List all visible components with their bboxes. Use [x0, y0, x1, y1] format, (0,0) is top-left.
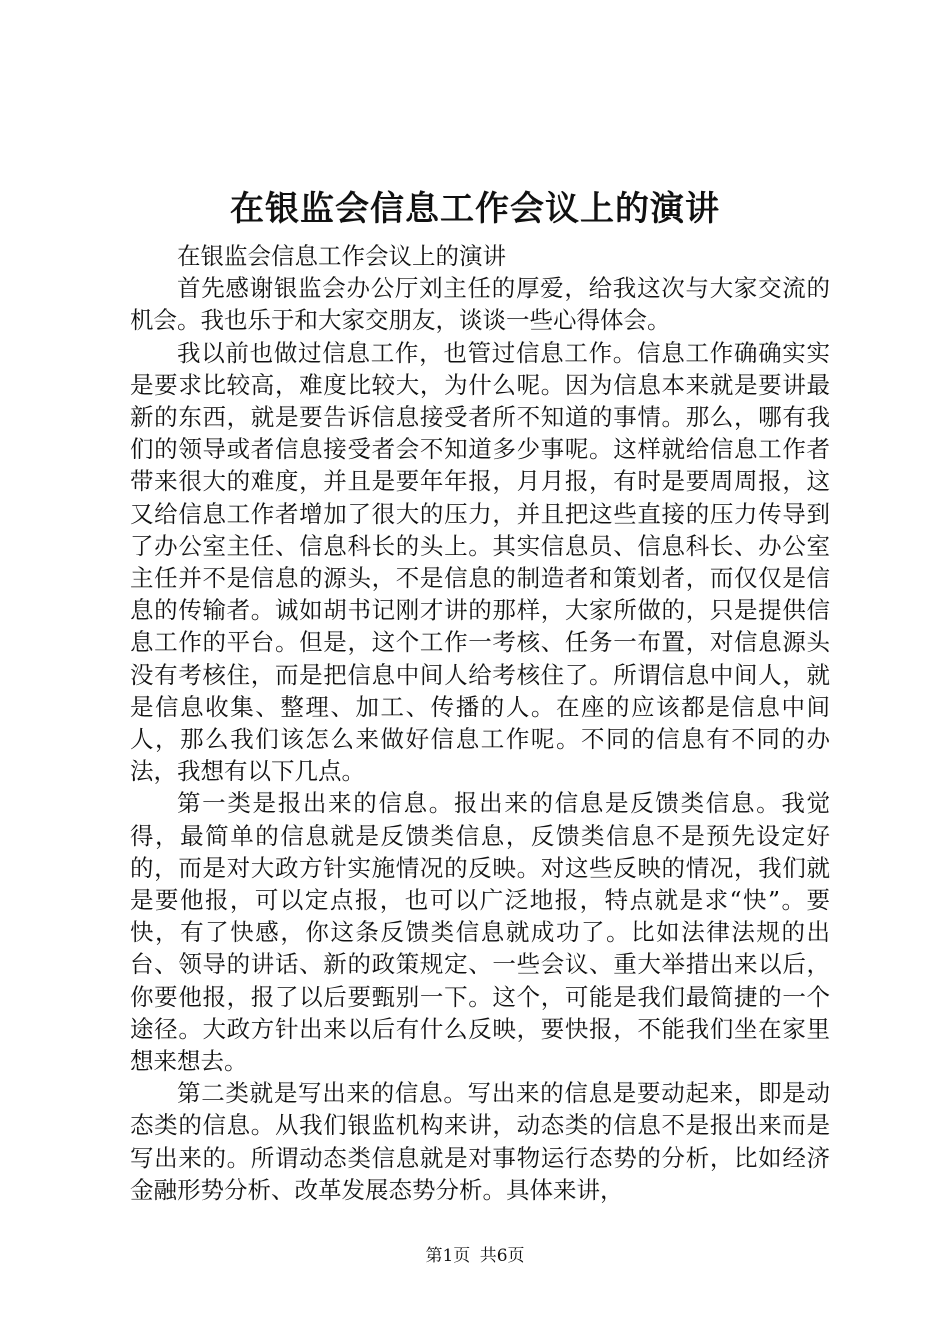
- paragraph-intro: 首先感谢银监会办公厅刘主任的厚爱，给我这次与大家交流的机会。我也乐于和大家交朋友，谈谈一些心得体会。: [130, 274, 830, 335]
- paragraph-category-two: 第二类就是写出来的信息。写出来的信息是要动起来，即是动态类的信息。从我们银监机构来讲，动态类的信息不是报出来而是写出来的。所谓动态类信息就是对事物运行态势的分析，比如经济金融形势分析、改革发展态势分析。具体来讲，: [130, 1079, 830, 1204]
- document-title: 在银监会信息工作会议上的演讲: [230, 189, 720, 229]
- paragraph-category-one: 第一类是报出来的信息。报出来的信息是反馈类信息。我觉得，最简单的信息就是反馈类信息，反馈类信息不是预先设定好的，而是对大政方针实施情况的反映。对这些反映的情况，我们就是要他报，可以定点报，也可以广泛地报，特点就是求“快”。要快，有了快感，你这条反馈类信息就成功了。比如法律法规的出台、领导的讲话、新的政策规定、一些会议、重大举措出来以后，你要他报，报了以后要甄别一下。这个，可能是我们最简捷的一个途径。大政方针出来以后有什么反映，要快报，不能我们坐在家里想来想去。: [130, 789, 830, 1076]
- document-body: [130, 240, 830, 1206]
- page-number-footer: 第1页 共6页: [425, 1246, 525, 1266]
- paragraph-heading-repeat: 在银监会信息工作会议上的演讲: [177, 242, 506, 270]
- paragraph-background: 我以前也做过信息工作，也管过信息工作。信息工作确确实实是要求比较高，难度比较大，为什么呢。因为信息本来就是要讲最新的东西，就是要告诉信息接受者所不知道的事情。那么，哪有我们的领导或者信息接受者会不知道多少事呢。这样就给信息工作者带来很大的难度，并且是要年年报，月月报，有时是要周周报，这又给信息工作者增加了很大的压力，并且把这些直接的压力传导到了办公室主任、信息科长的头上。其实信息员、信息科长、办公室主任并不是信息的源头，不是信息的制造者和策划者，而仅仅是信息的传输者。诚如胡书记刚才讲的那样，大家所做的，只是提供信息工作的平台。但是，这个工作一考核、任务一布置，对信息源头没有考核住，而是把信息中间人给考核住了。所谓信息中间人，就是信息收集、整理、加工、传播的人。在座的应该都是信息中间人，那么我们该怎么来做好信息工作呢。不同的信息有不同的办法，我想有以下几点。: [130, 338, 830, 786]
